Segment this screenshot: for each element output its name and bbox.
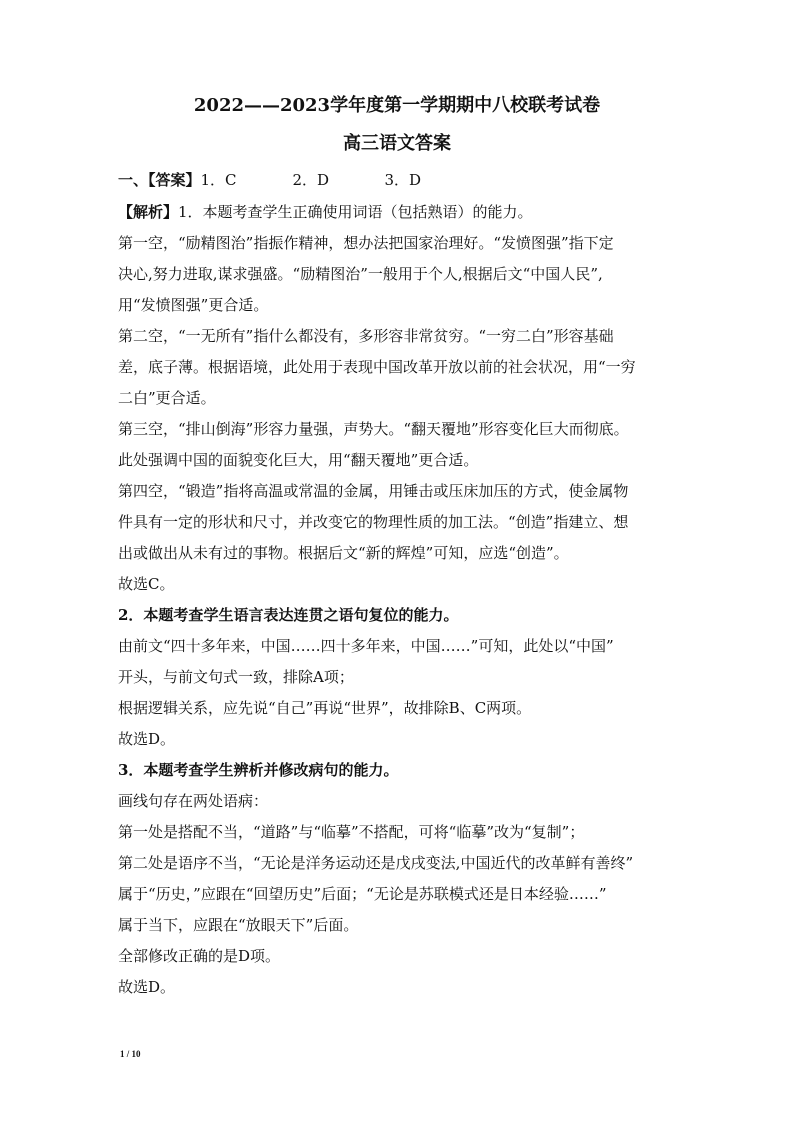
text-line: 属于当下，应跟在“放眼天下”后面。 [118, 916, 359, 934]
text-line: 第二处是语序不当，“无论是洋务运动还是戊戌变法,中国近代的改革鲜有善终” [118, 854, 634, 872]
text-line: 出或做出从未有过的事物。根据后文“新的辉煌”可知，应选“创造”。 [118, 544, 569, 562]
text-line: 根据逻辑关系，应先说“自己”再说“世界”，故排除B、C两项。 [118, 699, 532, 717]
question-3-heading: 3．本题考查学生辨析并修改病句的能力。 [118, 761, 399, 779]
text-line: 属于“历史，”应跟在“回望历史”后面；“无论是苏联模式还是日本经验……” [118, 885, 607, 903]
document-title: 2022——2023学年度第一学期期中八校联考试卷 [193, 95, 601, 116]
text-line: 第一处是搭配不当，“道路”与“临摹”不搭配，可将“临摹”改为“复制”； [118, 823, 585, 841]
answer-row [118, 170, 693, 190]
text-line: 差，底子薄。根据语境，此处用于表现中国改革开放以前的社会状况，用“一穷 [118, 358, 636, 376]
answer-heading: 一、【答案】 [118, 171, 201, 189]
text-line: 第三空，“排山倒海”形容力量强，声势大。“翻天覆地”形容变化巨大而彻底。 [118, 420, 629, 438]
text-line: 开头，与前文句式一致，排除A项； [118, 668, 354, 686]
answer-1: 1．C [200, 171, 237, 189]
text-line: 件具有一定的形状和尺寸，并改变它的物理性质的加工法。“创造”指建立、想 [118, 513, 629, 531]
text-line: 故选C。 [118, 575, 175, 593]
text-line: 第二空，“一无所有”指什么都没有，多形容非常贫穷。“一穷二白”形容基础 [118, 327, 614, 345]
text-line: 画线句存在两处语病： [118, 792, 269, 810]
question-2-heading: 2．本题考查学生语言表达连贯之语句复位的能力。 [118, 606, 459, 624]
page-number: 1 / 10 [120, 1049, 141, 1059]
text-line: 用“发愤图强”更合适。 [118, 296, 269, 314]
document-subtitle: 高三语文答案 [343, 133, 451, 154]
text-line: 二白”更合适。 [118, 389, 216, 407]
analysis-heading-line [118, 202, 693, 222]
analysis-intro: 1．本题考查学生正确使用词语（包括熟语）的能力。 [178, 203, 533, 221]
text-line: 第一空，“励精图治”指振作精神，想办法把国家治理好。“发愤图强”指下定 [118, 234, 614, 252]
text-line: 全部修改正确的是D项。 [118, 947, 281, 965]
text-line: 第四空，“锻造”指将高温或常温的金属，用锤击或压床加压的方式，使金属物 [118, 482, 629, 500]
text-line: 决心,努力进取,谋求强盛。“励精图治”一般用于个人,根据后文“中国人民”, [118, 265, 603, 283]
text-line: 此处强调中国的面貌变化巨大，用“翻天覆地”更合适。 [118, 451, 479, 469]
text-line: 故选D。 [118, 978, 176, 996]
analysis-label: 【解析】 [118, 203, 179, 221]
text-line: 故选D。 [118, 730, 176, 748]
answer-3: 3．D [384, 171, 422, 189]
text-line: 由前文“四十多年来，中国……四十多年来，中国……”可知，此处以“中国” [118, 637, 614, 655]
answer-2: 2．D [292, 171, 330, 189]
